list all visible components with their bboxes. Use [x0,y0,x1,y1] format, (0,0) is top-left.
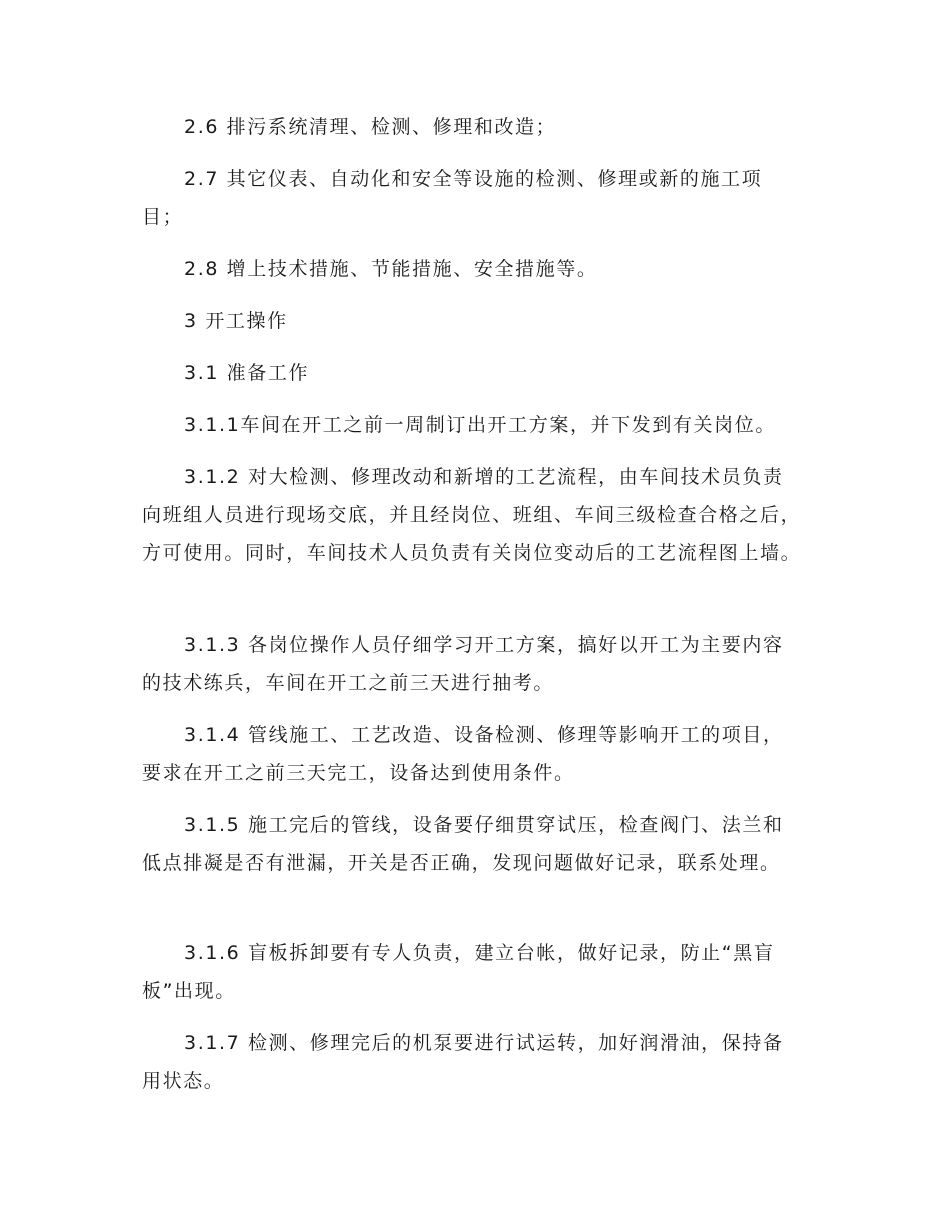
paragraph-3-1-2: 3.1.2 对大检测、修理改动和新增的工艺流程，由车间技术员负责向班组人员进行现场交底，并且经岗位、班组、车间三级检查合格之后，方可使用。同时，车间技术人员负责有关岗位变动后的工艺流程图上墙。 [142,466,802,564]
section-heading-3: 3 开工操作 [184,310,288,332]
subsection-heading-3-1: 3.1 准备工作 [184,362,310,384]
paragraph-3-1-4: 3.1.4 管线施工、工艺改造、设备检测、修理等影响开工的项目，要求在开工之前三天完工，设备达到使用条件。 [142,724,784,784]
paragraph-2-8: 2.8 增上技术措施、节能措施、安全措施等。 [184,258,598,280]
paragraph-3-1-7: 3.1.7 检测、修理完后的机泵要进行试运转，加好润滑油，保持备用状态。 [142,1032,784,1092]
paragraph-3-1-6: 3.1.6 盲板拆卸要有专人负责，建立台帐，做好记录，防止“黑盲板”出现。 [142,942,775,1002]
paragraph-2-6: 2.6 排污系统清理、检测、修理和改造； [184,116,557,138]
paragraph-3-1-5: 3.1.5 施工完后的管线，设备要仔细贯穿试压，检查阀门、法兰和低点排凝是否有泄漏，开关是否正确，发现问题做好记录，联系处理。 [142,814,784,874]
paragraph-3-1-3: 3.1.3 各岗位操作人员仔细学习开工方案，搞好以开工为主要内容的技术练兵，车间在开工之前三天进行抽考。 [142,634,784,694]
paragraph-3-1-1: 3.1.1车间在开工之前一周制订出开工方案，并下发到有关岗位。 [184,414,776,436]
paragraph-2-7: 2.7 其它仪表、自动化和安全等设施的检测、修理或新的施工项目； [142,168,763,228]
